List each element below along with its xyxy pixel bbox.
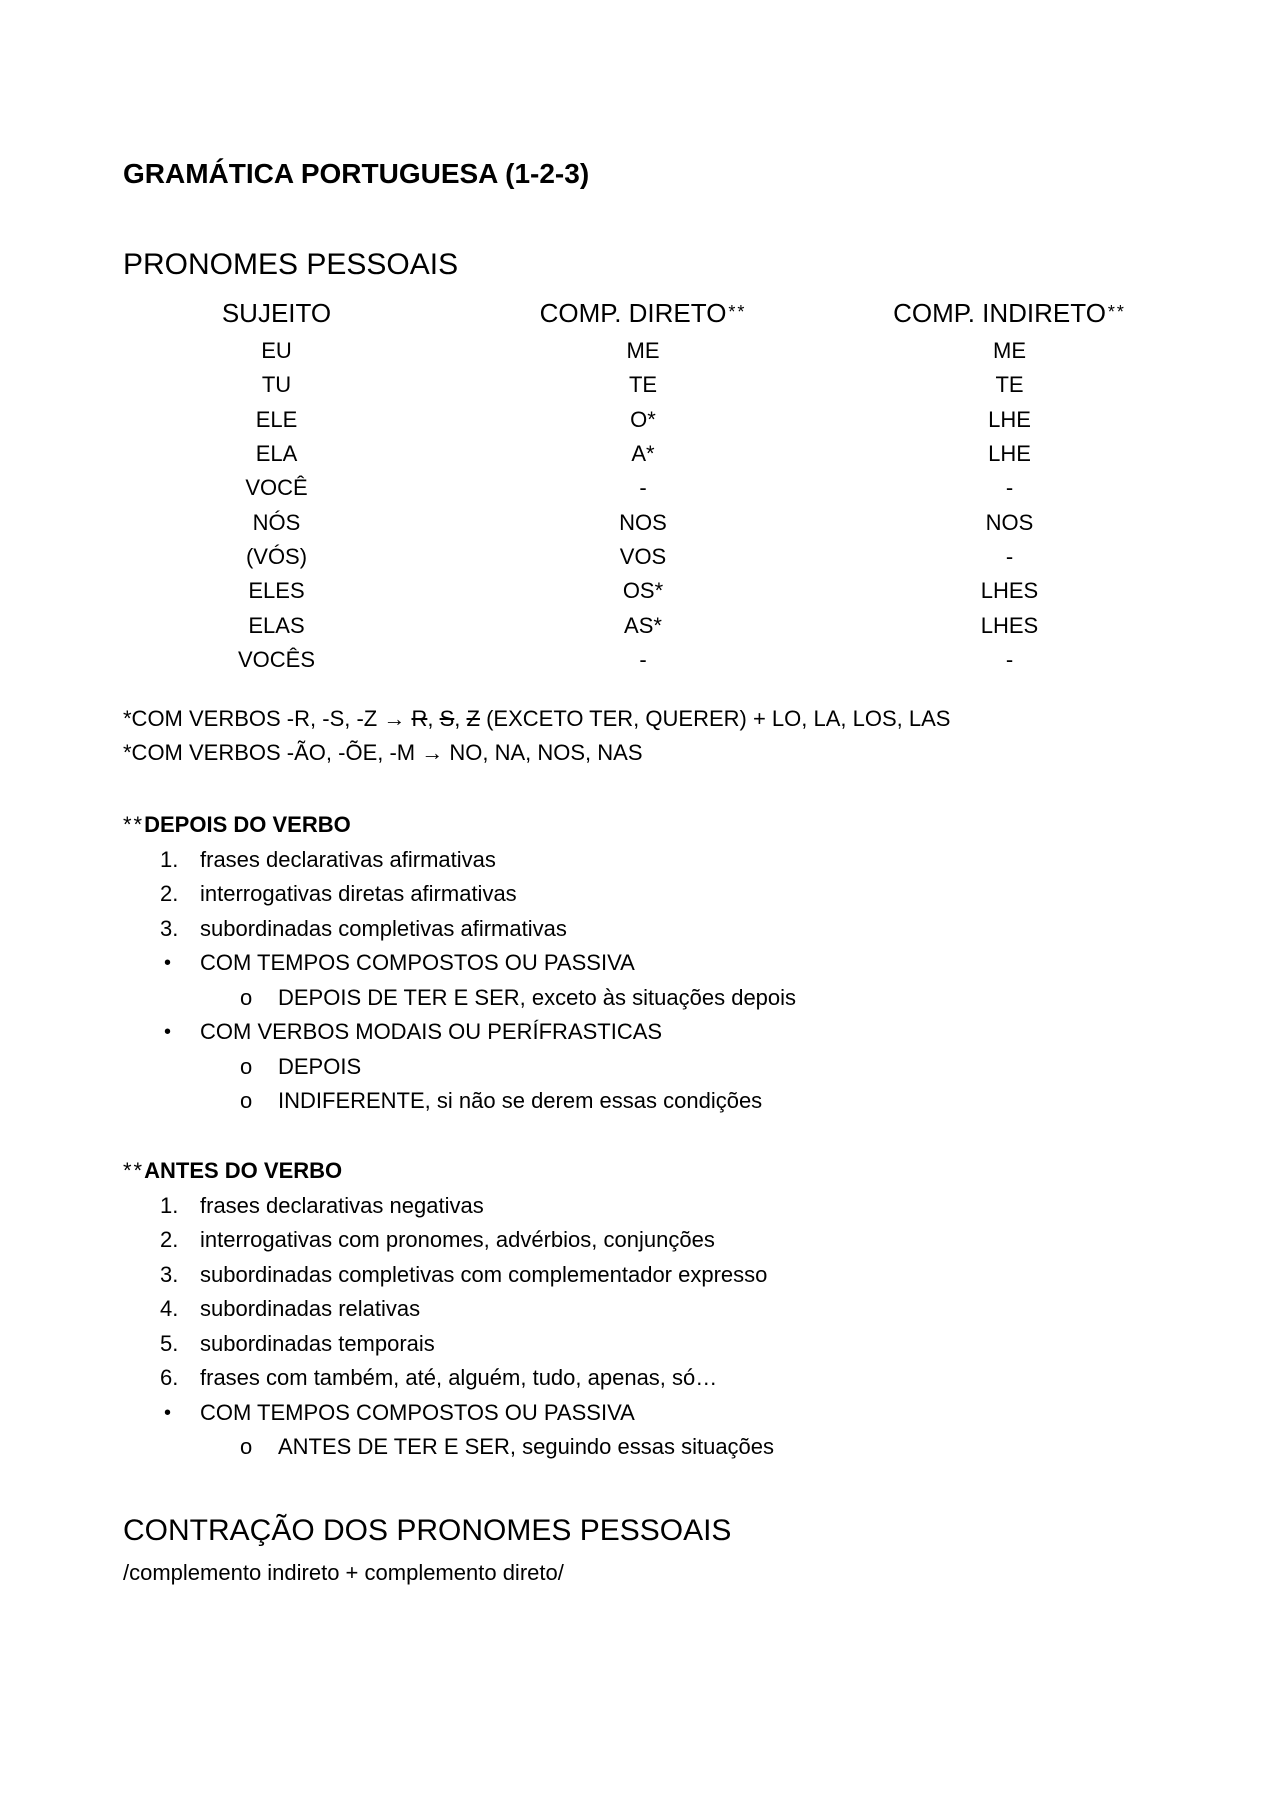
table-cell-comp-indireto: LHE	[988, 441, 1031, 467]
header-comp-direto-marks: **	[728, 301, 747, 322]
table-cell-comp-direto: AS*	[624, 612, 662, 638]
list-item	[123, 1084, 1163, 1119]
antes-title-label: ANTES DO VERBO	[144, 1158, 343, 1183]
list-item	[123, 1258, 1163, 1293]
table-row	[123, 608, 1163, 642]
table-cell-sujeito: VOCÊS	[237, 646, 316, 672]
header-comp-direto	[430, 298, 856, 329]
table-row	[123, 368, 1163, 402]
list-item-text: INDIFERENTE, si não se derem essas condições	[278, 1088, 763, 1113]
antes-do-verbo-block	[123, 1154, 1163, 1465]
table-cell-sujeito: NÓS	[252, 509, 301, 535]
list-number: 3.	[160, 915, 179, 941]
header-comp-indireto	[856, 298, 1163, 329]
antes-title-marks: **	[123, 1158, 145, 1183]
table-row	[123, 505, 1163, 539]
list-item-text: frases declarativas afirmativas	[200, 846, 496, 872]
sub-bullet-marker: o	[240, 984, 253, 1010]
table-cell-sujeito: ELE	[255, 406, 298, 432]
header-sujeito	[123, 298, 430, 329]
note1-struck-s: S	[439, 706, 455, 731]
table-cell-sujeito: VOCÊ	[245, 475, 308, 501]
table-row	[123, 471, 1163, 505]
table-cell-comp-direto: ME	[626, 338, 660, 364]
table-cell-comp-indireto: -	[1005, 475, 1014, 501]
list-item-text: ANTES DE TER E SER, seguindo essas situações	[278, 1434, 775, 1459]
list-item-text: subordinadas temporais	[200, 1330, 435, 1356]
depois-list	[123, 843, 1163, 1119]
list-item-text: DEPOIS DE TER E SER, exceto às situações depois	[278, 984, 797, 1010]
list-item-text: COM TEMPOS COMPOSTOS OU PASSIVA	[200, 950, 635, 975]
list-item	[123, 946, 1163, 981]
table-cell-comp-direto: NOS	[619, 509, 667, 535]
contracao-subtitle: /complemento indireto + complemento direto/	[123, 1560, 564, 1585]
list-item-text: COM TEMPOS COMPOSTOS OU PASSIVA	[200, 1399, 635, 1425]
table-cell-comp-indireto: LHE	[988, 406, 1031, 432]
table-row	[123, 437, 1163, 471]
pronouns-table-header	[123, 292, 1163, 334]
list-number: 2.	[160, 1227, 179, 1252]
pronouns-table	[123, 292, 1163, 677]
list-item-text: subordinadas completivas com complementador expresso	[200, 1261, 768, 1287]
table-cell-comp-indireto: TE	[995, 372, 1024, 398]
list-item-text: DEPOIS	[278, 1053, 362, 1079]
table-cell-comp-indireto: ME	[993, 338, 1026, 364]
list-item-text: subordinadas completivas afirmativas	[200, 915, 567, 941]
depois-do-verbo-block	[123, 808, 1163, 1119]
table-cell-comp-indireto: NOS	[985, 509, 1034, 535]
list-item	[123, 1223, 1163, 1258]
list-number: 1.	[160, 846, 179, 872]
note1-struck-z: Z	[466, 706, 480, 731]
pronouns-table-body	[123, 334, 1163, 677]
table-cell-comp-direto: VOS	[619, 543, 667, 569]
list-item	[123, 1015, 1163, 1050]
table-cell-sujeito: ELAS	[248, 612, 305, 638]
note1-sep1: ,	[427, 706, 440, 731]
note1-prefix: *COM VERBOS -R, -S, -Z →	[123, 706, 412, 731]
note1-sep2: ,	[454, 706, 467, 731]
sub-bullet-marker: o	[240, 1053, 253, 1079]
list-number: 1.	[160, 1192, 179, 1218]
document-title: GRAMÁTICA PORTUGUESA (1-2-3)	[123, 158, 590, 189]
table-row	[123, 574, 1163, 608]
header-comp-direto-label: COMP. DIRETO	[539, 297, 727, 328]
table-row	[123, 334, 1163, 368]
table-cell-comp-indireto: -	[1005, 646, 1014, 672]
list-item-text: interrogativas diretas afirmativas	[200, 881, 517, 906]
list-number: 5.	[160, 1330, 179, 1356]
list-item	[123, 1327, 1163, 1362]
table-cell-sujeito: ELA	[255, 441, 298, 467]
section-heading-pronomes: PRONOMES PESSOAIS	[123, 248, 459, 281]
table-cell-comp-indireto: LHES	[980, 612, 1039, 638]
depois-title-label: DEPOIS DO VERBO	[144, 812, 351, 837]
bullet-marker: •	[164, 952, 172, 974]
note-verbs-ao-oe-m: *COM VERBOS -ÃO, -ÕE, -M → NO, NA, NOS, NAS	[123, 740, 643, 765]
table-cell-comp-direto: OS*	[622, 578, 664, 604]
list-item	[123, 877, 1163, 912]
header-comp-indireto-label: COMP. INDIRETO	[893, 297, 1106, 328]
table-row	[123, 643, 1163, 677]
list-item	[123, 981, 1163, 1016]
list-number: 3.	[160, 1261, 179, 1287]
table-row	[123, 540, 1163, 574]
list-item	[123, 1396, 1163, 1431]
table-cell-comp-direto: A*	[631, 441, 655, 467]
list-number: 4.	[160, 1296, 179, 1321]
note1-struck-r: R	[411, 706, 428, 731]
list-item	[123, 1050, 1163, 1085]
note1-suffix: (EXCETO TER, QUERER) + LO, LA, LOS, LAS	[479, 706, 951, 731]
note-verbs-r-s-z	[123, 706, 950, 732]
header-comp-indireto-marks: **	[1107, 301, 1126, 322]
table-row	[123, 403, 1163, 437]
list-item-text: interrogativas com pronomes, advérbios, conjunções	[200, 1227, 715, 1252]
header-sujeito-label: SUJEITO	[221, 297, 332, 328]
table-cell-comp-direto: O*	[630, 406, 656, 432]
list-number: 6.	[160, 1365, 179, 1390]
table-cell-comp-indireto: -	[1005, 543, 1014, 569]
depois-title-marks: **	[123, 812, 145, 837]
antes-title	[123, 1154, 1163, 1189]
table-cell-comp-indireto: LHES	[980, 578, 1039, 604]
bullet-marker: •	[164, 1021, 172, 1043]
list-item	[123, 1292, 1163, 1327]
table-cell-sujeito: TU	[261, 372, 292, 398]
antes-list	[123, 1189, 1163, 1465]
table-cell-sujeito: ELES	[248, 578, 305, 604]
list-item-text: frases com também, até, alguém, tudo, apenas, só…	[200, 1365, 718, 1390]
section-heading-contracao: CONTRAÇÃO DOS PRONOMES PESSOAIS	[123, 1514, 732, 1547]
bullet-marker: •	[164, 1401, 172, 1424]
list-item	[123, 1189, 1163, 1224]
list-item-text: COM VERBOS MODAIS OU PERÍFRASTICAS	[200, 1019, 663, 1044]
table-cell-sujeito: EU	[261, 338, 292, 364]
list-item	[123, 912, 1163, 947]
depois-title	[123, 808, 1163, 843]
list-item	[123, 1361, 1163, 1396]
table-cell-comp-direto: -	[639, 475, 647, 501]
list-item	[123, 1430, 1163, 1465]
list-number: 2.	[160, 881, 179, 906]
table-cell-comp-direto: -	[639, 646, 647, 672]
sub-bullet-marker: o	[240, 1434, 253, 1459]
list-item	[123, 843, 1163, 878]
table-cell-sujeito: (VÓS)	[245, 543, 308, 569]
sub-bullet-marker: o	[240, 1088, 253, 1113]
list-item-text: subordinadas relativas	[200, 1296, 421, 1321]
list-item-text: frases declarativas negativas	[200, 1192, 484, 1218]
table-cell-comp-direto: TE	[628, 372, 658, 398]
